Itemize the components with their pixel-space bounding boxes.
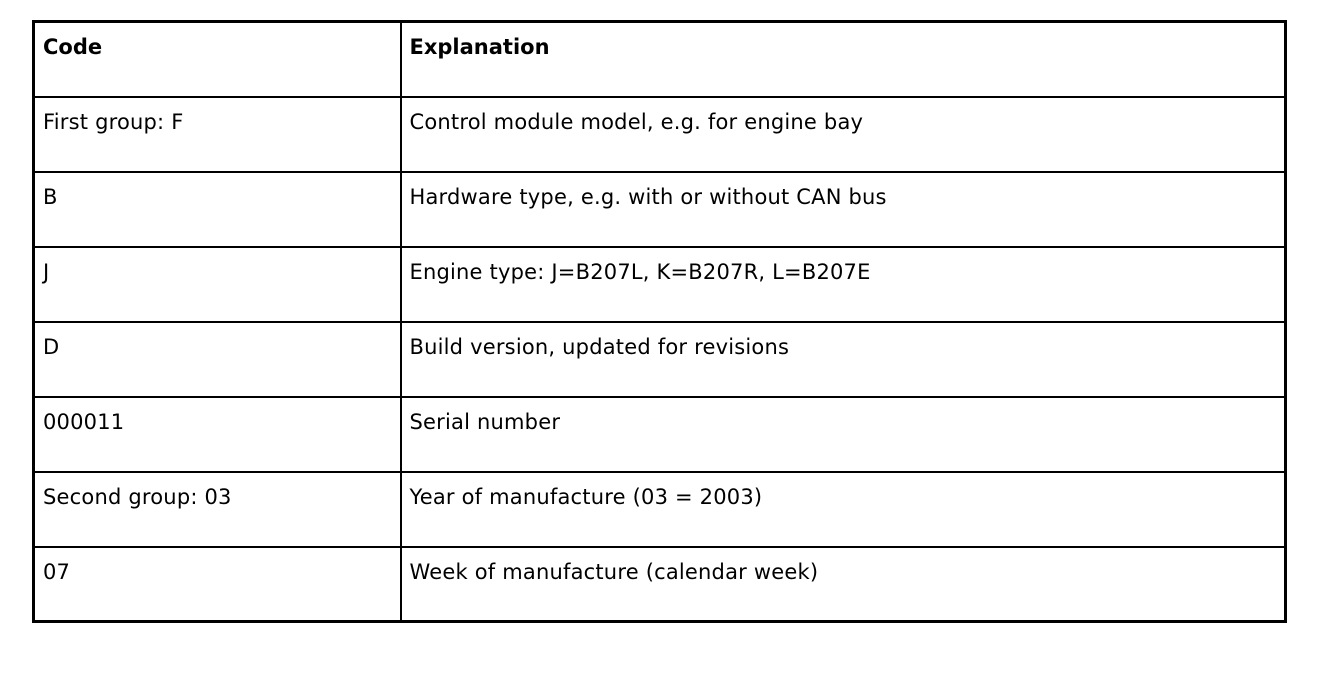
explanation-cell: Engine type: J=B207L, K=B207R, L=B207E (401, 247, 1286, 322)
table-row (34, 172, 1286, 247)
code-explanation-table (32, 20, 1287, 623)
code-cell: D (34, 322, 401, 397)
table-header-row (34, 22, 1286, 97)
explanation-cell: Serial number (401, 397, 1286, 472)
column-header-code: Code (34, 22, 401, 97)
table-row (34, 472, 1286, 547)
explanation-cell: Control module model, e.g. for engine bay (401, 97, 1286, 172)
table-row (34, 322, 1286, 397)
table-row (34, 397, 1286, 472)
code-cell: Second group: 03 (34, 472, 401, 547)
explanation-cell: Year of manufacture (03 = 2003) (401, 472, 1286, 547)
code-cell: 07 (34, 547, 401, 622)
code-cell: First group: F (34, 97, 401, 172)
table-row (34, 547, 1286, 622)
code-cell: J (34, 247, 401, 322)
table-row (34, 97, 1286, 172)
explanation-cell: Build version, updated for revisions (401, 322, 1286, 397)
column-header-explanation: Explanation (401, 22, 1286, 97)
explanation-cell: Hardware type, e.g. with or without CAN bus (401, 172, 1286, 247)
explanation-cell: Week of manufacture (calendar week) (401, 547, 1286, 622)
code-cell: 000011 (34, 397, 401, 472)
table-row (34, 247, 1286, 322)
code-cell: B (34, 172, 401, 247)
